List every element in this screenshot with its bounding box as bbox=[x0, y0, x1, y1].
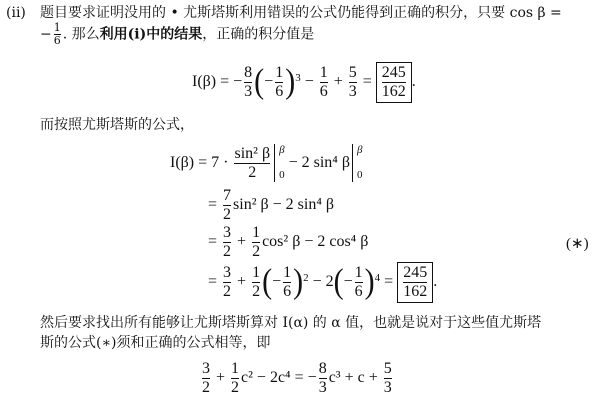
fraction: $\frac{1}{2}$ bbox=[231, 359, 240, 396]
limits: β 0 bbox=[357, 144, 363, 181]
fraction: $\frac{1}{6}$ bbox=[354, 263, 363, 300]
boxed-answer: $\frac{245}{162}$ bbox=[376, 62, 412, 103]
fraction: $\frac{1}{6}$ bbox=[53, 21, 61, 47]
fraction: $\frac{3}{2}$ bbox=[202, 359, 210, 396]
fraction: $\frac{5}{3}$ bbox=[348, 63, 357, 100]
boxed-answer: $\frac{245}{162}$ bbox=[397, 262, 433, 303]
fraction: $\frac{1}{6}$ bbox=[275, 63, 284, 100]
equation-condition: $\frac{3}{2}$ + $\frac{1}{2}$ c² − 2c⁴ = − $\frac{8}{3}$ c³ + c + $\frac{5}{3}$ bbox=[202, 359, 392, 396]
text-find-alpha-line1: 然后要求找出所有能够让尤斯塔斯算对 I(α) 的 α 值，也就是说对于这些值尤斯塔 bbox=[40, 315, 542, 331]
paren-close: ) bbox=[285, 62, 296, 101]
eq2-row4: = $\frac{3}{2}$ + $\frac{1}{2}$ ( − $\frac{1}{6}$ ) 2 − 2 ( − $\frac{1}{6}$ ) 4 = $\frac{245}{162}$ . bbox=[208, 262, 437, 302]
problem-text-line1: 题目要求证明没用的 • 尤斯塔斯利用错误的公式仍能得到正确的积分，只要 cos β = bbox=[40, 5, 562, 21]
fraction: $\frac{3}{2}$ bbox=[223, 223, 232, 260]
text-find-alpha-line2: 斯的公式(∗)须和正确的公式相等，即 bbox=[40, 335, 271, 351]
paren-close: ) bbox=[364, 262, 375, 301]
fraction: $\frac{1}{2}$ bbox=[252, 263, 261, 300]
paren-close: ) bbox=[293, 262, 304, 301]
fraction: $\frac{8}{3}$ bbox=[244, 63, 253, 100]
bold-phrase: 利用(i)中的结果 bbox=[99, 26, 203, 43]
fraction: $\frac{5}{3}$ bbox=[383, 359, 392, 396]
eval-bar bbox=[352, 144, 353, 182]
fraction: $\frac{1}{2}$ bbox=[252, 223, 261, 260]
paren-open: ( bbox=[333, 262, 344, 301]
paren-open: ( bbox=[254, 62, 265, 101]
eq2-row2: = $\frac{7}{2}$ sin² β − 2 sin⁴ β bbox=[208, 186, 335, 223]
fraction: $\frac{1}{6}$ bbox=[319, 63, 328, 100]
fraction: $\frac{8}{3}$ bbox=[318, 359, 327, 396]
problem-label: (ii) bbox=[6, 5, 26, 21]
eq2-row3: = $\frac{3}{2}$ + $\frac{1}{2}$ cos² β − 2 cos⁴ β bbox=[208, 223, 369, 260]
fraction: $\frac{3}{2}$ bbox=[223, 263, 232, 300]
eval-bar bbox=[274, 144, 275, 182]
eq2-row1: I(β) = 7 · $\frac{\text{sin² β}}{2}$ β 0 − 2 sin⁴ β β 0 bbox=[170, 144, 363, 181]
fraction: $\frac{\text{sin² β}}{2}$ bbox=[234, 144, 271, 181]
limits: β 0 bbox=[279, 144, 285, 181]
equation-tag: (∗) bbox=[566, 236, 589, 252]
paren-open: ( bbox=[262, 262, 273, 301]
equation-correct-integral: I(β) = − $\frac{8}{3}$ ( − $\frac{1}{6}$ ) 3 − $\frac{1}{6}$ + $\frac{5}{3}$ = $\frac{245}{162}$ . bbox=[192, 62, 416, 102]
problem-text-line2: − $\frac{1}{6}$ . 那么利用(i)中的结果，正确的积分值是 bbox=[40, 21, 315, 47]
text-eustace-formula: 而按照尤斯塔斯的公式， bbox=[40, 117, 194, 133]
fraction: $\frac{7}{2}$ bbox=[223, 186, 232, 223]
minus-sign: − bbox=[40, 26, 52, 43]
fraction: $\frac{1}{6}$ bbox=[283, 263, 292, 300]
